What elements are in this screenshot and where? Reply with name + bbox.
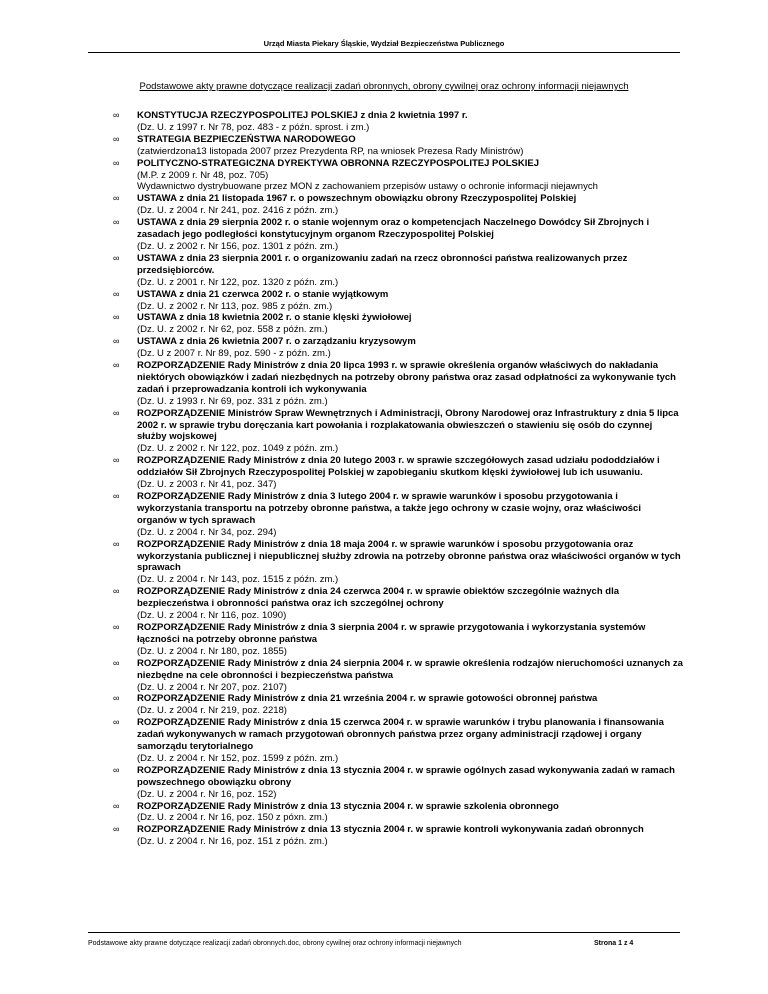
bullet-icon: ∞ [113, 360, 120, 371]
bullet-icon: ∞ [113, 217, 120, 228]
legal-act-title: ROZPORZĄDZENIE Rady Ministrów z dnia 3 sierpnia 2004 r. w sprawie przygotowania i wykorzystania systemów łączności na potrzeby obronne państwa [137, 621, 646, 645]
legal-act-title: STRATEGIA BEZPIECZEŃSTWA NARODOWEGO [137, 133, 356, 145]
footer-divider [88, 932, 680, 933]
legal-act-title: USTAWA z dnia 21 czerwca 2002 r. o stanie wyjątkowym [137, 288, 389, 300]
legal-act-reference: (Dz. U. z 2004 r. Nr 16, poz. 152) [137, 788, 277, 800]
legal-act-reference: (Dz. U. z 2004 r. Nr 34, poz. 294) [137, 526, 277, 538]
bullet-icon: ∞ [113, 657, 120, 668]
legal-act-reference: (Dz. U. z 2004 r. Nr 116, poz. 1090) [137, 610, 287, 622]
bullet-icon: ∞ [113, 252, 120, 263]
legal-act-item [113, 586, 683, 622]
legal-act-reference: (Dz. U. z 2004 r. Nr 180, poz. 1855) [137, 645, 287, 657]
legal-act-item [113, 312, 683, 336]
legal-act-reference: (Dz. U. z 1997 r. Nr 78, poz. 483 - z późn. sprost. i zm.) [137, 121, 370, 133]
legal-act-item [113, 134, 683, 158]
legal-act-title: ROZPORZĄDZENIE Rady Ministrów z dnia 15 czerwca 2004 r. w sprawie warunków i trybu planowania i finansowania zadań wykonywanych w ramach przygotowań obronnych państwa przez organy administracji rządowej i organy samorządu terytorialnego [137, 717, 664, 753]
legal-act-item [113, 824, 683, 848]
bullet-icon: ∞ [113, 764, 120, 775]
legal-act-reference: Wydawnictwo dystrybuowane przez MON z zachowaniem przepisów ustawy o ochronie informacji niejawnych [137, 181, 598, 193]
legal-act-title: ROZPORZĄDZENIE Rady Ministrów z dnia 13 stycznia 2004 r. w sprawie ogólnych zasad wykonywania zadań w ramach powszechnego obowiązku obrony [137, 764, 675, 788]
bullet-icon: ∞ [113, 288, 120, 299]
legal-act-item [113, 110, 683, 134]
legal-acts-list [113, 110, 683, 848]
bullet-icon: ∞ [113, 407, 120, 418]
legal-act-reference: (Dz. U. z 2004 r. Nr 16, poz. 151 z późn. zm.) [137, 836, 328, 848]
legal-act-item [113, 658, 683, 694]
legal-act-reference: (Dz. U. z 2002 r. Nr 62, poz. 558 z późn. zm.) [137, 324, 328, 336]
legal-act-reference: (Dz. U. z 2004 r. Nr 16, poz. 150 z póxn. zm.) [137, 812, 328, 824]
page-number: Strona 1 z 4 [594, 940, 634, 947]
legal-act-title: KONSTYTUCJA RZECZYPOSPOLITEJ POLSKIEJ z dnia 2 kwietnia 1997 r. [137, 110, 468, 121]
document-title: Podstawowe akty prawne dotyczące realizacji zadań obronnych, obrony cywilnej oraz ochrony informacji niejawnych [139, 81, 629, 92]
legal-act-item [113, 408, 683, 456]
bullet-icon: ∞ [113, 717, 120, 728]
legal-act-item [113, 801, 683, 825]
legal-act-item [113, 193, 683, 217]
legal-act-title: ROZPORZĄDZENIE Rady Ministrów z dnia 13 stycznia 2004 r. w sprawie kontroli wykonywania zadań obronnych [137, 824, 644, 836]
legal-act-item [113, 622, 683, 658]
legal-act-item [113, 360, 683, 408]
legal-act-reference: (Dz. U. z 2003 r. Nr 41, poz. 347) [137, 479, 277, 491]
legal-act-title: ROZPORZĄDZENIE Rady Ministrów z dnia 3 lutego 2004 r. w sprawie warunków i sposobu przygotowania i wykorzystania transportu na potrzeby obronne państwa, a także jego ochrony w czasie wojny, oraz właściwości organów w tych sprawach [137, 491, 641, 526]
legal-act-title: USTAWA z dnia 21 listopada 1967 r. o powszechnym obowiązku obrony Rzeczypospolitej Polskiej [137, 193, 577, 205]
legal-act-item [113, 539, 683, 587]
legal-act-reference: (Dz. U. z 2004 r. Nr 241, poz. 2416 z późn. zm.) [137, 205, 339, 217]
legal-act-title: ROZPORZĄDZENIE Rady Ministrów z dnia 18 maja 2004 r. w sprawie warunków i sposobu przygotowania oraz wykorzystania publicznej i niepublicznej służby zdrowia na potrzeby obronne państwa oraz właściwości organów w tych sprawach [137, 538, 681, 574]
legal-act-item [113, 765, 683, 801]
bullet-icon: ∞ [113, 491, 120, 501]
legal-act-item [113, 158, 683, 194]
legal-act-item [113, 253, 683, 289]
bullet-icon: ∞ [113, 157, 120, 168]
legal-act-title: USTAWA z dnia 18 kwietnia 2002 r. o stanie klęski żywiołowej [137, 312, 412, 324]
bullet-icon: ∞ [113, 336, 120, 347]
legal-act-item [113, 336, 683, 360]
bullet-icon: ∞ [113, 693, 120, 704]
legal-act-reference: (Dz. U. z 2004 r. Nr 152, poz. 1599 z późn. zm.) [137, 752, 339, 764]
legal-act-title: ROZPORZĄDZENIE Rady Ministrów z dnia 21 września 2004 r. w sprawie gotowości obronnej państwa [137, 693, 598, 705]
bullet-icon: ∞ [113, 800, 120, 811]
legal-act-item [113, 491, 683, 539]
bullet-icon: ∞ [113, 193, 120, 204]
legal-act-reference: (Dz. U. z 2004 r. Nr 207, poz. 2107) [137, 681, 287, 693]
legal-act-reference: (Dz. U. z 2004 r. Nr 143, poz. 1515 z późn. zm.) [137, 574, 339, 586]
legal-act-title: USTAWA z dnia 23 sierpnia 2001 r. o organizowaniu zadań na rzecz obronności państwa realizowanych przez przedsiębiorców. [137, 252, 628, 276]
legal-act-reference: (zatwierdzona13 listopada 2007 przez Prezydenta RP, na wniosek Prezesa Rady Ministrów) [137, 145, 524, 157]
legal-act-title: ROZPORZĄDZENIE Rady Ministrów z dnia 24 czerwca 2004 r. w sprawie obiektów szczególnie ważnych dla bezpieczeństwa i obronności państwa oraz ich szczególnej ochrony [137, 586, 619, 610]
legal-act-title: ROZPORZĄDZENIE Rady Ministrów z dnia 13 stycznia 2004 r. w sprawie szkolenia obronnego [137, 800, 559, 812]
legal-act-title: USTAWA z dnia 26 kwietnia 2007 r. o zarządzaniu kryzysowym [137, 336, 416, 348]
legal-act-item [113, 217, 683, 253]
legal-act-reference: (Dz. U. z 2004 r. Nr 219, poz. 2218) [137, 705, 287, 717]
page-header: Urząd Miasta Piekary Śląskie, Wydział Bezpieczeństwa Publicznego [263, 39, 505, 48]
header-divider [88, 52, 680, 53]
legal-act-title: POLITYCZNO-STRATEGICZNA DYREKTYWA OBRONNA RZECZYPOSPOLITEJ POLSKIEJ [137, 157, 540, 169]
bullet-icon: ∞ [113, 621, 120, 632]
bullet-icon: ∞ [113, 312, 120, 323]
legal-act-item [113, 455, 683, 491]
bullet-icon: ∞ [113, 110, 120, 120]
legal-act-title: ROZPORZĄDZENIE Rady Ministrów z dnia 20 lutego 2003 r. w sprawie szczegółowych zasad udziału pododdziałów i oddziałów Sił Zbrojnych Rzeczypospolitej Polskiej w zapobieganiu skutkom klęski żywiołowej lub ich usuwaniu. [137, 455, 660, 479]
legal-act-reference: (Dz. U. z 2002 r. Nr 156, poz. 1301 z późn. zm.) [137, 240, 339, 252]
legal-act-reference: (Dz. U. z 2002 r. Nr 113, poz. 985 z późn. zm.) [137, 300, 333, 312]
bullet-icon: ∞ [113, 133, 120, 144]
legal-act-reference: (Dz. U z 2007 r. Nr 89, poz. 590 - z późn. zm.) [137, 348, 331, 360]
legal-act-reference: (Dz. U. z 1993 r. Nr 69, poz. 331 z późn. zm.) [137, 395, 328, 407]
legal-act-item [113, 717, 683, 765]
legal-act-reference: (M.P. z 2009 r. Nr 48, poz. 705) [137, 169, 269, 181]
legal-act-title: USTAWA z dnia 29 sierpnia 2002 r. o stanie wojennym oraz o kompetencjach Naczelnego Dowódcy Sił Zbrojnych i zasadach jego podległości konstytucyjnym organom Rzeczypospolitej Polskiej [137, 217, 650, 241]
legal-act-title: ROZPORZĄDZENIE Rady Ministrów z dnia 20 lipca 1993 r. w sprawie określenia organów właściwych do nakładania niektórych obowiązków i zadań niezbędnych na potrzeby obrony państwa oraz zasad odpłatności za wykonywanie tych zadań i przeprowadzania kontroli ich wykonywania [137, 360, 676, 395]
footer-filename: Podstawowe akty prawne dotyczące realizacji zadań obronnych.doc, obrony cywilnej oraz ochrony informacji niejawnych [88, 940, 462, 947]
legal-act-item [113, 693, 683, 717]
legal-act-item [113, 289, 683, 313]
bullet-icon: ∞ [113, 824, 120, 835]
legal-act-title: ROZPORZĄDZENIE Ministrów Spraw Wewnętrznych i Administracji, Obrony Narodowej oraz Infrastruktury z dnia 5 lipca 2002 r. w sprawie trybu doręczania kart powołania i rozplakatowania obwieszczeń o stawieniu się osób do czynnej służby wojskowej [137, 407, 679, 443]
bullet-icon: ∞ [113, 586, 120, 597]
legal-act-reference: (Dz. U. z 2002 r. Nr 122, poz. 1049 z późn. zm.) [137, 443, 339, 455]
legal-act-title: ROZPORZĄDZENIE Rady Ministrów z dnia 24 sierpnia 2004 r. w sprawie określenia rodzajów nieruchomości uznanych za niezbędne na cele obronności i bezpieczeństwa państwa [137, 657, 683, 681]
bullet-icon: ∞ [113, 538, 120, 549]
legal-act-reference: (Dz. U. z 2001 r. Nr 122, poz. 1320 z późn. zm.) [137, 276, 339, 288]
bullet-icon: ∞ [113, 455, 120, 466]
